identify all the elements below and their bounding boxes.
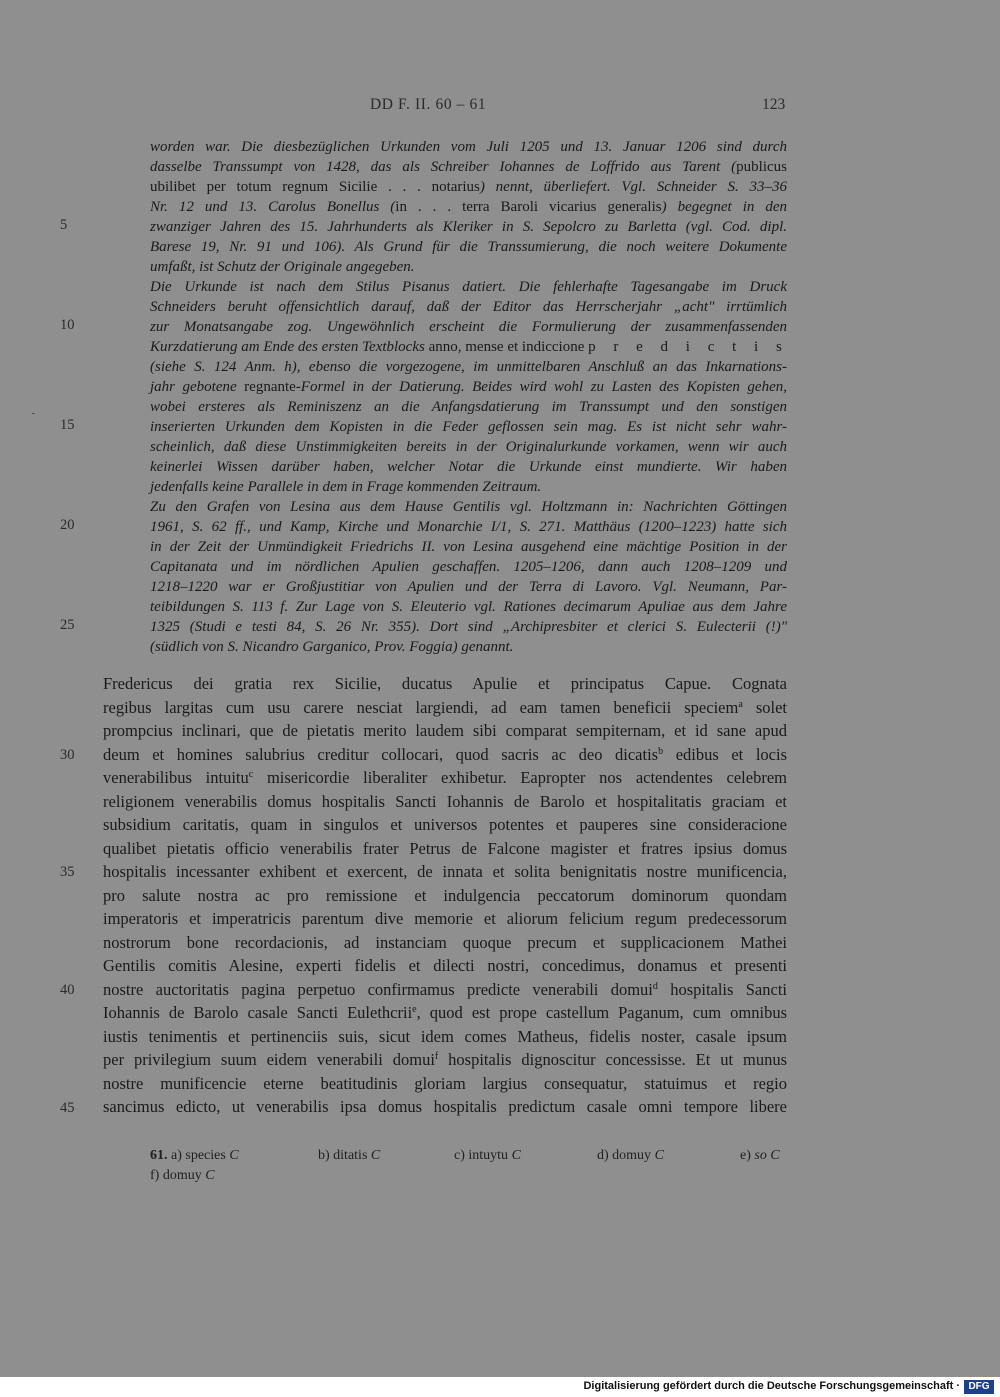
commentary-text: jahr gebotene: [150, 379, 245, 395]
commentary-line: [150, 257, 787, 277]
manuscript-sigil: C: [229, 1148, 239, 1163]
apparatus-entry: [150, 1148, 239, 1168]
line-number: 5: [60, 217, 68, 233]
commentary-text: Barese 19, Nr. 91 und 106). Als Grund für die Transsumierung, die noch weitere Dokumente: [150, 239, 787, 255]
charter-line: [103, 1095, 787, 1119]
commentary-text: zwanziger Jahren des 15. Jahrhunderts als Kleriker in S. Sepolcro zu Barletta (vgl. Cod. dipl.: [150, 219, 787, 235]
note-label: d): [597, 1148, 609, 1163]
variant-reading: domuy: [612, 1148, 652, 1163]
variant-reading: domuy: [162, 1168, 202, 1183]
line-number: 35: [60, 864, 75, 880]
commentary-text: in der Zeit der Unmündigkeit Friedrichs II. von Lesina ausgehend eine mächtige Position in der: [150, 539, 787, 555]
commentary-line: [150, 377, 787, 397]
apparatus-entry: [740, 1148, 780, 1168]
charter-text-run: religionem venerabilis domus hospitalis Sancti Iohannis de Barolo et hospitalitatis graciam et: [103, 791, 787, 811]
dfg-logo-icon: DFG: [964, 1380, 994, 1394]
document-number: 61.: [150, 1148, 168, 1163]
commentary-text: Zu den Grafen von Lesina aus dem Hause Gentilis vgl. Holtzmann in: Nachrichten Göttingen: [150, 499, 787, 515]
running-title: DD F. II. 60 – 61: [370, 96, 487, 113]
line-number: 45: [60, 1100, 75, 1116]
commentary-line: [150, 557, 787, 577]
commentary-text: inserierten Urkunden dem Kopisten in die Feder geflossen sein mag. Es ist nicht sehr wahr-: [150, 419, 787, 435]
charter-text-run: hospitalis Sancti: [657, 979, 787, 999]
charter-text-run: solet: [742, 697, 787, 717]
quoted-latin: publicus: [736, 159, 787, 175]
commentary-line: [150, 337, 787, 357]
commentary-text: ) begegnet in den: [661, 199, 787, 215]
commentary-text: jedenfalls keine Parallele in dem in Frage kommenden Zeitraum.: [150, 479, 542, 495]
commentary-text: (südlich von S. Nicandro Garganico, Prov. Foggia) genannt.: [150, 639, 514, 655]
charter-text-run: misericordie liberaliter exhibetur. Eapropter nos actendentes celebrem: [253, 768, 787, 787]
note-label: e): [740, 1148, 751, 1163]
commentary-text: Die Urkunde ist nach dem Stilus Pisanus datiert. Die fehlerhafte Tagesangabe im Druck: [150, 279, 787, 295]
charter-text-run: hospitalis dignoscitur concessisse. Et ut munus: [438, 1050, 788, 1069]
commentary-text: wobei ersteres als Reminiszenz an die Anfangsdatierung im Transsumpt und den sonstigen: [150, 399, 787, 415]
apparatus-entry: [318, 1148, 380, 1168]
page-number: 123: [762, 96, 786, 113]
funding-banner: [0, 1377, 1000, 1397]
commentary-line: [150, 477, 787, 497]
quoted-latin: ubilibet per totum regnum Sicilie . . . notarius: [150, 179, 480, 195]
charter-line: [103, 790, 787, 814]
charter-line: [103, 1072, 787, 1096]
commentary-text: Schneiders beruht offensichtlich darauf, daß der Editor das Herrscherjahr „acht" irrtümlich: [150, 299, 787, 315]
charter-text-run: deum et homines salubrius creditur collocari, quod sacris ac deo dicatis: [103, 744, 659, 764]
apparatus-entry: [597, 1148, 664, 1168]
charter-line: [103, 1048, 787, 1072]
charter-line: [103, 1001, 787, 1025]
commentary-line: [150, 197, 787, 217]
charter-line: [103, 743, 787, 767]
charter-text-run: nostre auctoritatis pagina perpetuo confirmamus predicte venerabili domui: [103, 979, 653, 999]
note-mark: b: [658, 745, 664, 757]
charter-line: [103, 978, 787, 1002]
manuscript-sigil: C: [770, 1148, 780, 1163]
commentary-line: [150, 137, 787, 157]
charter-text-run: regibus largitas cum usu carere nesciat largiendi, ad eam tamen beneficii speciem: [103, 697, 739, 717]
charter-text-run: edibus et locis: [663, 744, 787, 764]
line-number: 40: [60, 982, 75, 998]
commentary-line: [150, 457, 787, 477]
line-number: 25: [60, 617, 75, 633]
charter-line: [103, 907, 787, 931]
spaced-word: p r e d i c t i s: [588, 339, 789, 355]
variant-reading: so: [754, 1148, 767, 1163]
charter-text-run: Fredericus dei gratia rex Sicilie, ducatus Apulie et principatus Capue. Cognata: [103, 674, 787, 693]
charter-text-run: Iohannis de Barolo casale Sancti Eulethcrii: [103, 1003, 413, 1022]
commentary-text: Kurzdatierung am Ende des ersten Textblocks: [150, 339, 429, 355]
commentary-text: 1325 (Studi e testi 84, S. 26 Nr. 355). Dort sind „Archipresbiter et clerici S. Eulecterii (!)": [150, 619, 787, 635]
commentary-line: [150, 597, 787, 617]
charter-text-run: qualibet pietatis officio venerabilis frater Petrus de Falcone magister et fratres ipsius domus: [103, 838, 787, 858]
commentary-text: 1218–1220 war er Großjustitiar von Apulien und der Terra di Lavoro. Vgl. Neumann, Par-: [150, 579, 787, 595]
charter-line: [103, 837, 787, 861]
variant-reading: intuytu: [468, 1148, 509, 1163]
note-label: f): [150, 1168, 160, 1183]
commentary-text: Capitanata und im nördlichen Apulien geschaffen. 1205–1206, dann auch 1208–1209 und: [150, 559, 787, 575]
apparatus-entry: [150, 1168, 215, 1188]
running-head: [0, 96, 1000, 118]
commentary-text: keinerlei Wissen darüber haben, welcher Notar die Urkunde einst mundierte. Wir haben: [150, 459, 787, 475]
note-mark: d: [652, 980, 658, 992]
commentary-line: [150, 177, 787, 197]
charter-line: [103, 931, 787, 955]
commentary-line: [150, 237, 787, 257]
charter-text-run: per privilegium suum eidem venerabili domui: [103, 1050, 435, 1069]
charter-text-run: nostre munificencie eterne beatitudinis gloriam largius consequatur, statuimus et regio: [103, 1073, 787, 1093]
charter-text-run: subsidium caritatis, quam in singulos et universos potentes et pauperes sine consideracione: [103, 815, 787, 834]
charter-text-run: nostrorum bone recordacionis, ad instanciam quoque precum et supplicacionem Mathei: [103, 932, 787, 952]
line-number: 15: [60, 417, 75, 433]
commentary-line: [150, 537, 787, 557]
charter-line: [103, 884, 787, 908]
commentary-text: worden war. Die diesbezüglichen Urkunden vom Juli 1205 und 13. Januar 1206 sind durch: [150, 139, 787, 155]
charter-text-run: hospitalis incessanter exhibent et exercent, de innata et solita benignitatis nostre munificencia,: [103, 862, 787, 881]
line-number: 20: [60, 517, 75, 533]
commentary-line: [150, 397, 787, 417]
note-mark: c: [248, 769, 254, 780]
commentary-text: Nr. 12 und 13. Carolus Bonellus (: [150, 199, 396, 215]
commentary-line: [150, 497, 787, 517]
quoted-latin: in . . . terra Baroli vicarius generalis: [395, 199, 662, 215]
variant-reading: ditatis: [333, 1148, 368, 1163]
note-label: a): [171, 1148, 182, 1163]
note-mark: f: [434, 1051, 439, 1062]
commentary-text: 1961, S. 62 ff., und Kamp, Kirche und Monarchie I/1, S. 271. Matthäus (1200–1223) hatte sich: [150, 519, 787, 535]
note-label: b): [318, 1148, 330, 1163]
charter-text-run: imperatoris et imperatricis parentum dive memorie et aliorum felicium regum predecessorum: [103, 909, 787, 928]
charter-text-run: prompcius inclinari, que de pietatis merito laudem sibi comparat sempiternam, et id sane apud: [103, 721, 787, 740]
note-mark: e: [412, 1004, 417, 1015]
charter-line: [103, 696, 787, 720]
quoted-latin: anno, mense et indiccione: [428, 339, 585, 355]
manuscript-sigil: C: [205, 1168, 215, 1183]
charter-text-run: sancimus edicto, ut venerabilis ipsa domus hospitalis predictum casale omni tempore libere: [103, 1097, 787, 1116]
charter-line: [103, 954, 787, 978]
charter-text-run: venerabilibus intuitu: [103, 768, 249, 787]
commentary-text: -Formel in der Datierung. Beides wird wohl zu Lasten des Kopisten gehen,: [295, 379, 787, 395]
line-number: 30: [60, 747, 75, 763]
manuscript-sigil: C: [511, 1148, 521, 1163]
commentary-line: [150, 157, 787, 177]
quoted-latin: regnante: [244, 379, 296, 395]
commentary-text: umfaßt, ist Schutz der Originale angegeben.: [150, 259, 415, 275]
charter-line: [103, 672, 787, 696]
margin-mark: [32, 413, 35, 414]
commentary-text: scheinlich, daß diese Unstimmigkeiten bereits in der Originalurkunde vorkamen, wenn wir auch: [150, 439, 787, 455]
commentary-text: dasselbe Transsumpt von 1428, das als Schreiber Iohannes de Loffrido aus Tarent (: [150, 159, 737, 175]
commentary-line: [150, 577, 787, 597]
commentary-text: ) nennt, überliefert. Vgl. Schneider S. 33–36: [479, 179, 787, 195]
commentary-line: [150, 277, 787, 297]
commentary-line: [150, 417, 787, 437]
commentary-text: (siehe S. 124 Anm. h), ebenso die vorgezogene, im unmittelbaren Anschluß an das Inkarnations-: [150, 359, 787, 375]
charter-line: [103, 860, 787, 884]
manuscript-sigil: C: [370, 1148, 381, 1163]
apparatus-entry: [454, 1148, 521, 1168]
manuscript-sigil: C: [654, 1148, 664, 1163]
note-label: c): [454, 1148, 465, 1163]
line-number: 10: [60, 317, 75, 333]
variant-reading: species: [185, 1148, 226, 1163]
charter-text-run: Gentilis comitis Alesine, experti fidelis et dilecti nostri, concedimus, donamus et presenti: [103, 956, 787, 975]
funding-credit: Digitalisierung gefördert durch die Deutsche Forschungsgemeinschaft ·: [583, 1380, 960, 1392]
charter-text-run: , quod est prope castellum Paganum, cum omnibus: [416, 1003, 788, 1022]
charter-line: [103, 766, 787, 790]
charter-line: [103, 1025, 787, 1049]
note-mark: a: [738, 698, 743, 710]
commentary-line: [150, 217, 787, 237]
charter-text-run: iustis tenimentis et pertinenciis suis, sicut idem comes Matheus, fidelis noster, casale ipsum: [103, 1026, 787, 1046]
commentary-line: [150, 637, 787, 657]
charter-line: [103, 813, 787, 837]
commentary-line: [150, 357, 787, 377]
commentary-line: [150, 437, 787, 457]
commentary-text: zur Monatsangabe zog. Ungewöhnlich erscheint die Formulierung der zusammenfassenden: [150, 319, 787, 335]
charter-line: [103, 719, 787, 743]
commentary-text: teibildungen S. 113 f. Zur Lage von S. Eleuterio vgl. Rationes decimarum Apuliae aus dem Jahre: [150, 599, 787, 615]
charter-text-run: pro salute nostra ac pro remissione et indulgencia peccatorum dominorum quondam: [103, 885, 787, 905]
commentary-line: [150, 297, 787, 317]
commentary-line: [150, 617, 787, 637]
commentary-line: [150, 317, 787, 337]
commentary-line: [150, 517, 787, 537]
